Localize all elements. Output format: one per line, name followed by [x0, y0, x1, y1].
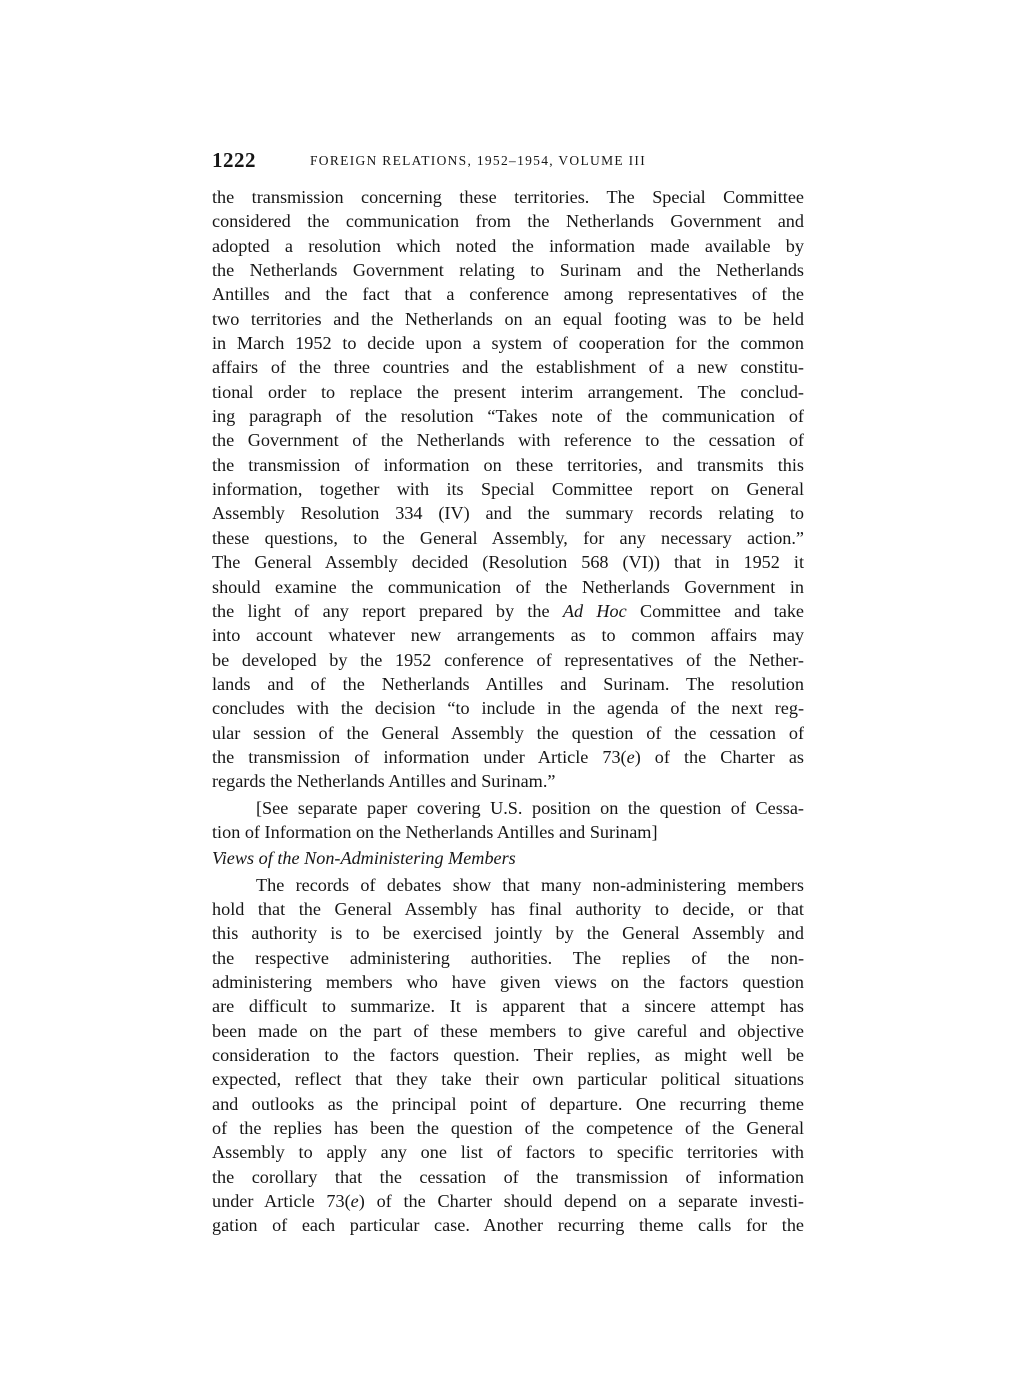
body-text [212, 185, 804, 1238]
text-line: Assembly to apply any one list of factors to specific territories with [212, 1142, 804, 1163]
text-line: adopted a resolution which noted the information made available by [212, 235, 804, 256]
text-line: information, together with its Special Committee report on General [212, 479, 804, 500]
text-line-article-73e: under Article 73(e) of the Charter should depend on a separate investi- [212, 1191, 804, 1212]
text-line: the transmission concerning these territories. The Special Committee [212, 187, 804, 207]
text-line: in March 1952 to decide upon a system of cooperation for the common [212, 333, 804, 354]
text-line: lands and of the Netherlands Antilles and Surinam. The resolution [212, 673, 804, 694]
text-line: the Netherlands Government relating to Surinam and the Netherlands [212, 260, 804, 281]
text-line: affairs of the three countries and the establishment of a new constitu- [212, 357, 804, 378]
text-line: gation of each particular case. Another recurring theme calls for the [212, 1215, 804, 1236]
text-line: are difficult to summarize. It is apparent that a sincere attempt has [212, 996, 804, 1017]
text-line: this authority is to be exercised jointly by the General Assembly and [212, 923, 804, 944]
text-line: the corollary that the cessation of the transmission of information [212, 1166, 804, 1187]
section-heading: Views of the Non-Administering Members [212, 848, 516, 869]
text-line: The records of debates show that many non-administering members [256, 874, 804, 895]
text-line: hold that the General Assembly has final authority to decide, or that [212, 898, 804, 919]
text-line: regards the Netherlands Antilles and Surinam.” [212, 771, 556, 792]
text-line: consideration to the factors question. Their replies, as might well be [212, 1045, 804, 1066]
text-line: of the replies has been the question of the competence of the General [212, 1118, 804, 1139]
text-line: been made on the part of these members to give careful and objective [212, 1020, 804, 1041]
running-title: FOREIGN RELATIONS, 1952–1954, VOLUME III [310, 153, 646, 168]
text-line: ular session of the General Assembly the question of the cessation of [212, 722, 804, 743]
paragraph-3 [212, 873, 804, 1238]
text-line: should examine the communication of the Netherlands Government in [212, 576, 804, 597]
paragraph-2 [212, 796, 804, 845]
text-line: into account whatever new arrangements as to common affairs may [212, 625, 804, 646]
text-line: the respective administering authorities. The replies of the non- [212, 947, 804, 968]
text-line: tional order to replace the present interim arrangement. The conclud- [212, 381, 804, 402]
text-line: The General Assembly decided (Resolution 568 (VI)) that in 1952 it [212, 552, 804, 573]
text-line: these questions, to the General Assembly, for any necessary action.” [212, 527, 804, 548]
text-line: concludes with the decision “to include in the agenda of the next reg- [212, 698, 804, 719]
text-line: be developed by the 1952 conference of representatives of the Nether- [212, 649, 804, 670]
text-line: ing paragraph of the resolution “Takes note of the communication of [212, 406, 804, 427]
text-line: tion of Information on the Netherlands Antilles and Surinam] [212, 821, 658, 842]
text-line: the Government of the Netherlands with reference to the cessation of [212, 430, 804, 451]
text-line: Antilles and the fact that a conference among representatives of the [212, 284, 804, 305]
text-line-ad-hoc: the light of any report prepared by the Ad Hoc Committee and take [212, 600, 804, 621]
text-line: expected, reflect that they take their own particular political situations [212, 1069, 804, 1090]
paragraph-1 [212, 185, 804, 794]
running-head [212, 148, 812, 174]
text-line: administering members who have given views on the factors question [212, 972, 804, 992]
page-number: 1222 [212, 148, 256, 172]
text-line: two territories and the Netherlands on an equal footing was to be held [212, 308, 804, 329]
text-line: Assembly Resolution 334 (IV) and the summary records relating to [212, 503, 804, 524]
text-line: considered the communication from the Netherlands Government and [212, 211, 804, 232]
text-line: the transmission of information on these territories, and transmits this [212, 454, 804, 475]
text-line: [See separate paper covering U.S. position on the question of Cessa- [256, 797, 804, 818]
text-line: the transmission of information under Article 73(e) of the Charter as [212, 746, 804, 767]
text-line: and outlooks as the principal point of departure. One recurring theme [212, 1093, 804, 1114]
